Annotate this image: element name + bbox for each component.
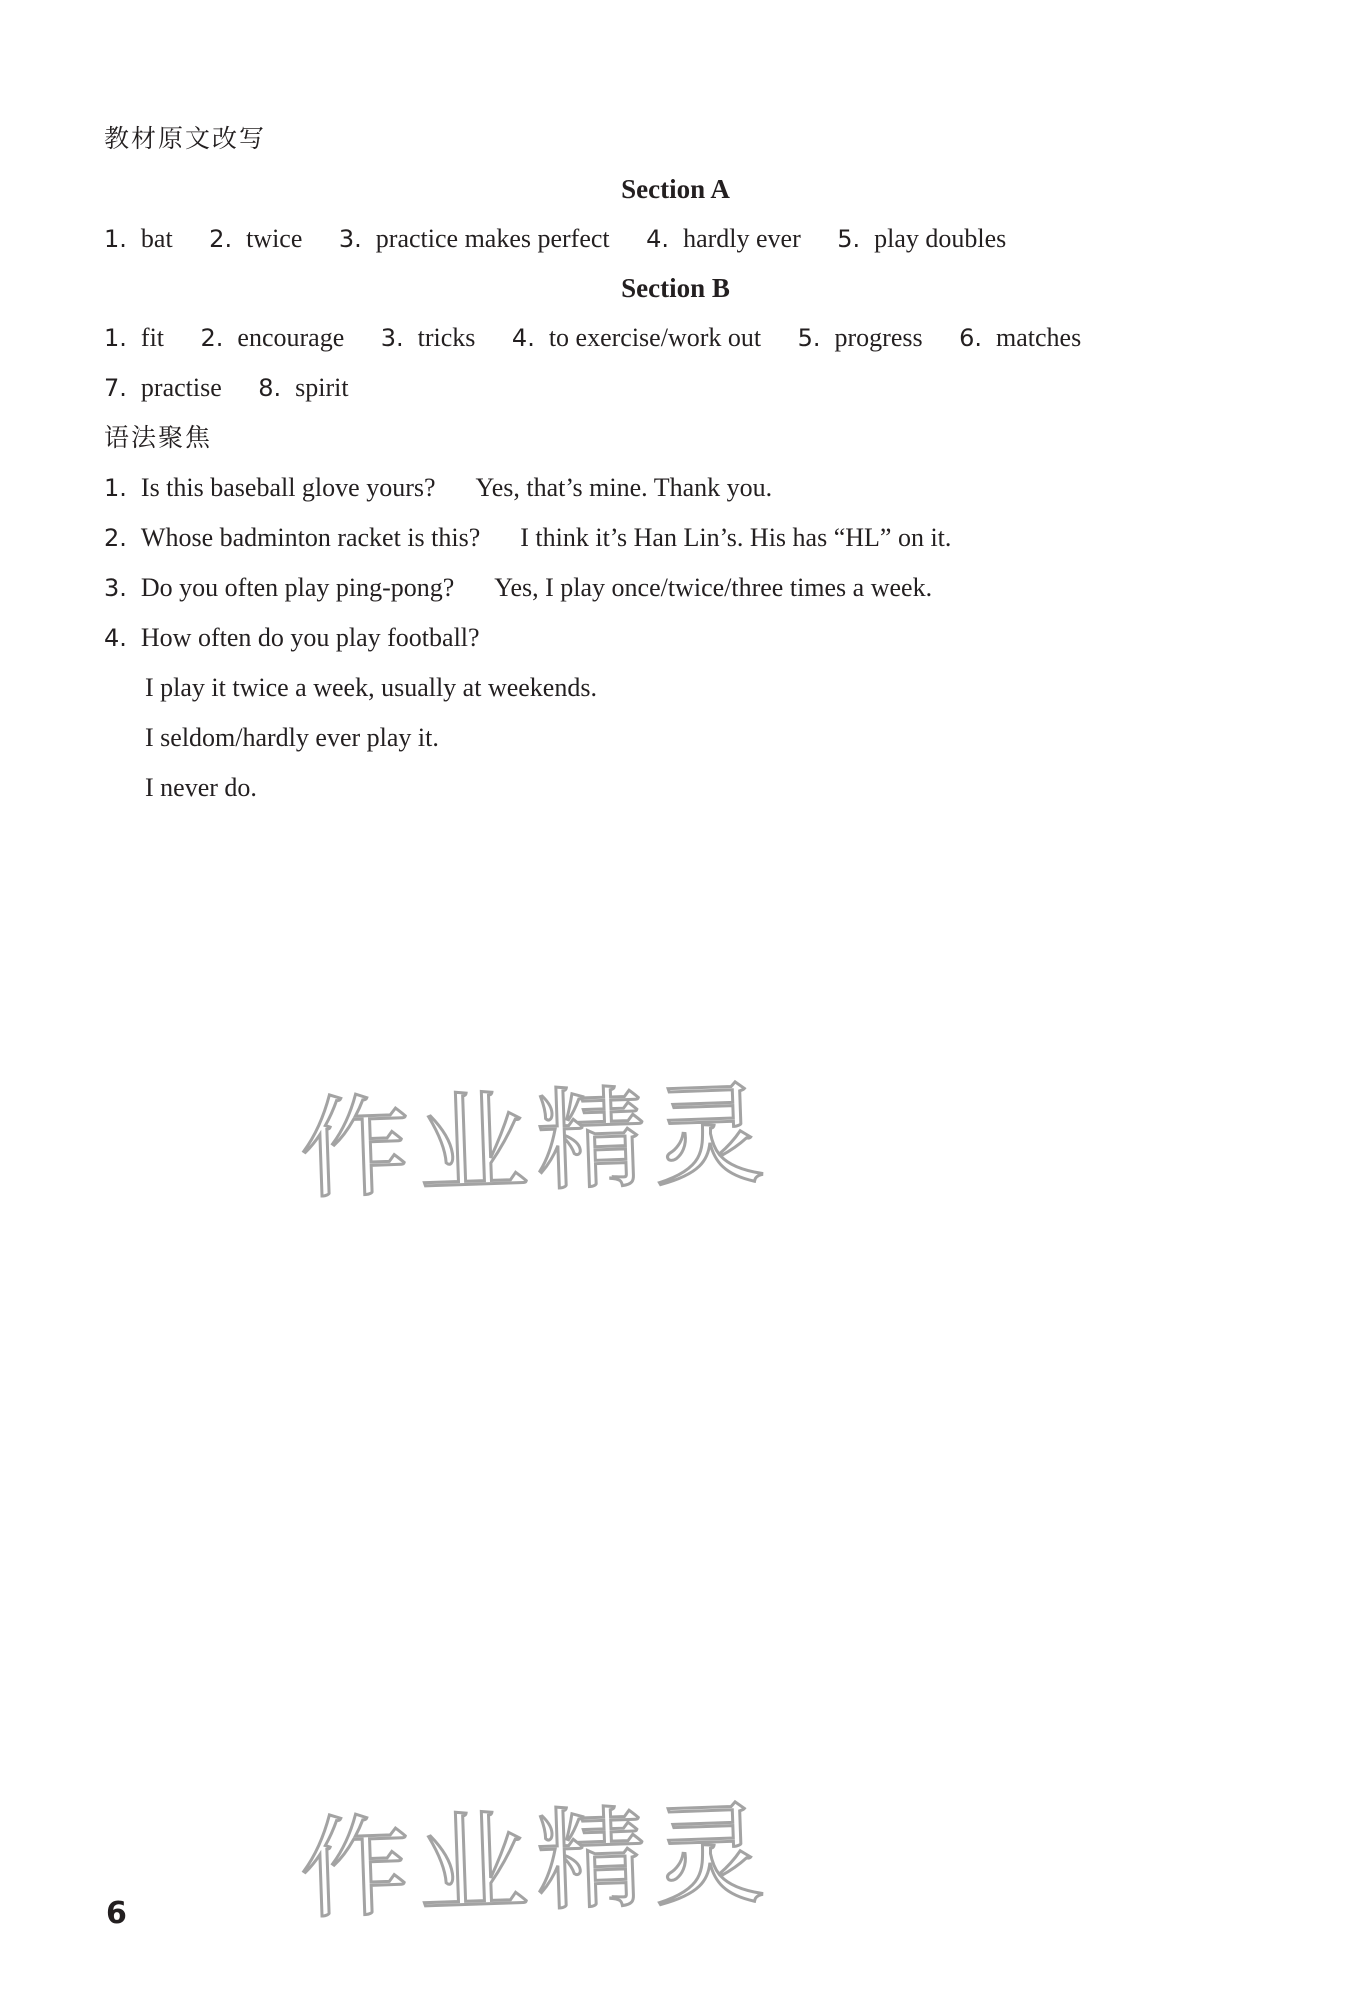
- watermark-logo: 作业精灵: [297, 1789, 775, 1935]
- section-a-answers: [104, 223, 1036, 255]
- section-b-answers-row2: [104, 372, 379, 404]
- item-text: fit: [140, 323, 165, 352]
- grammar-item-2: [104, 522, 951, 554]
- answer-item: [512, 322, 761, 354]
- item-text: twice: [246, 224, 303, 253]
- item-number: 2.: [104, 524, 127, 552]
- answer-item: [201, 322, 345, 354]
- answer-item: [381, 322, 476, 354]
- grammar-answer-line: I seldom/hardly ever play it.: [145, 723, 439, 752]
- item-text: progress: [834, 323, 923, 352]
- item-number: 6.: [959, 324, 982, 352]
- grammar-answer: Yes, I play once/twice/three times a week.: [494, 573, 933, 602]
- item-number: 4.: [646, 225, 670, 253]
- item-text: tricks: [417, 323, 476, 352]
- heading-grammar-focus: 语法聚焦: [104, 423, 213, 452]
- item-text: hardly ever: [683, 224, 801, 253]
- section-b-answers-row1: [104, 322, 1111, 354]
- answer-item: [104, 223, 173, 255]
- answer-item: [258, 372, 348, 404]
- watermark-logo: 作业精灵: [297, 1069, 775, 1215]
- answer-item: [339, 223, 610, 255]
- grammar-question: Whose badminton racket is this?: [140, 523, 481, 552]
- item-number: 8.: [258, 374, 282, 402]
- item-text: play doubles: [874, 224, 1007, 253]
- item-text: matches: [996, 323, 1082, 352]
- page-number: 6: [106, 1896, 127, 1931]
- item-number: 2.: [200, 324, 224, 352]
- item-text: to exercise/work out: [548, 323, 762, 352]
- answer-item: [104, 372, 222, 404]
- grammar-answer-line: I never do.: [145, 773, 257, 802]
- item-number: 4.: [104, 624, 127, 652]
- answer-item: [104, 322, 164, 354]
- grammar-question: Is this baseball glove yours?: [140, 473, 436, 502]
- item-number: 3.: [104, 574, 127, 602]
- answer-item: [798, 322, 923, 354]
- item-text: encourage: [237, 323, 345, 352]
- item-text: bat: [140, 224, 173, 253]
- grammar-item-1: [104, 472, 772, 504]
- item-text: practice makes perfect: [375, 224, 610, 253]
- item-number: 1.: [104, 474, 127, 502]
- grammar-answer: Yes, that’s mine. Thank you.: [475, 473, 773, 502]
- item-number: 2.: [209, 225, 233, 253]
- item-text: spirit: [295, 373, 349, 402]
- grammar-item-3: [104, 572, 932, 604]
- section-a-title: Section A: [621, 174, 730, 204]
- item-number: 3.: [338, 225, 362, 253]
- heading-textbook-rewrite: 教材原文改写: [104, 124, 267, 153]
- answer-item: [837, 223, 1006, 255]
- section-b-title: Section B: [621, 273, 730, 303]
- answer-item: [209, 223, 302, 255]
- item-number: 1.: [104, 324, 127, 352]
- grammar-item-4: [104, 622, 480, 654]
- grammar-question: Do you often play ping-pong?: [140, 573, 455, 602]
- answer-item: [646, 223, 801, 255]
- answer-item: [959, 322, 1081, 354]
- item-number: 1.: [104, 225, 127, 253]
- grammar-answer: I think it’s Han Lin’s. His has “HL” on it.: [520, 523, 952, 552]
- item-text: practise: [140, 373, 222, 402]
- item-number: 7.: [104, 374, 127, 402]
- grammar-answer-line: I play it twice a week, usually at weekends.: [145, 673, 597, 702]
- item-number: 5.: [837, 225, 861, 253]
- grammar-question: How often do you play football?: [140, 623, 480, 652]
- item-number: 5.: [797, 324, 821, 352]
- item-number: 4.: [511, 324, 535, 352]
- item-number: 3.: [380, 324, 404, 352]
